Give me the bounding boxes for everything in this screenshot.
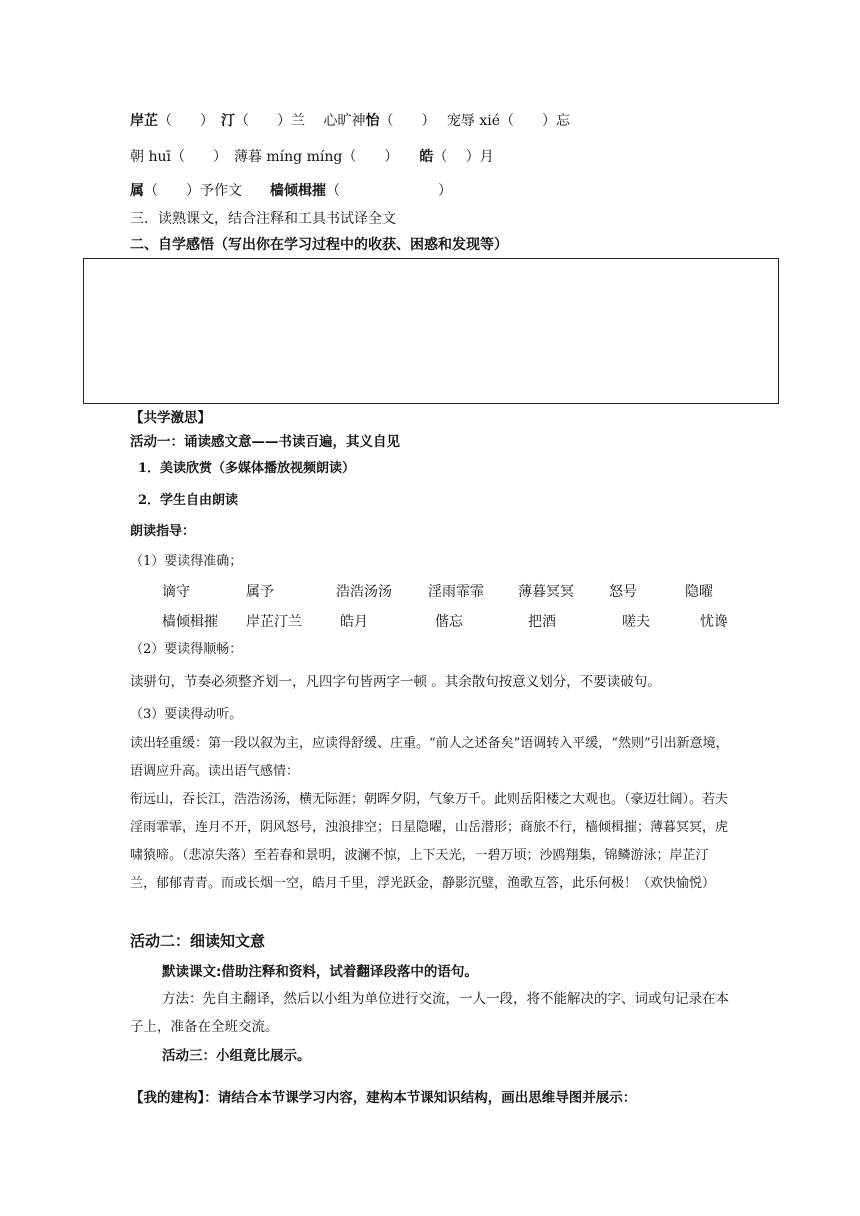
item-1: 1．美读欣赏（多媒体播放视频朗读） xyxy=(138,461,356,476)
my-construction: 【我的建构】：请结合本节课学习内容，建构本节课知识结构，画出思维导图并展示： xyxy=(130,1090,637,1106)
passage: 衔远山，吞长江，浩浩汤汤，横无际涯；朝晖夕阴，气象万千。此则岳阳楼之大观也。（豪迈壮阔）。若夫淫雨霏霏，连月不开，阴风怒号，浊浪排空；日星隐曜，山岳潜形；商旅不行，樯倾楫摧；薄暮冥冥，虎啸猿啼。（悲凉失落）至若春和景明，波澜不惊，上下天光，一碧万顷；沙鸥翔集，锦鳞游泳；岸芷汀兰，郁郁青青。而或长烟一空，皓月千里，浮光跃金，静影沉璧，渔歌互答，此乐何极！（欢快愉悦） xyxy=(130,792,729,891)
word-row2-2: 岸芷汀兰 xyxy=(246,614,302,630)
word-row1-2: 属予 xyxy=(246,584,274,600)
word-row1-5: 薄暮冥冥 xyxy=(518,584,574,600)
silent-reading: 默读课文:借助注释和资料，试着翻译段落中的语句。 xyxy=(162,964,478,980)
method: 方法：先自主翻译，然后以小组为单位进行交流，一人一段，将不能解决的字、词或句记录在本子上，准备在全班交流。 xyxy=(130,991,729,1035)
word-row2-5: 把酒 xyxy=(528,614,556,630)
word-row1-7: 隐曜 xyxy=(685,584,713,600)
activity2-title: 活动二：细读知文意 xyxy=(130,932,266,950)
requirement-3: （3）要读得动听。 xyxy=(130,707,243,722)
section2-title: 二、自学感悟（写出你在学习过程中的收获、困惑和发现等） xyxy=(130,237,508,253)
word-row1-4: 淫雨霏霏 xyxy=(428,584,484,600)
reflection-box[interactable] xyxy=(83,258,779,404)
word-row1-3: 浩浩汤汤 xyxy=(336,584,392,600)
activity3: 活动三：小组竟比展示。 xyxy=(162,1048,311,1064)
pinyin-line-1: 岸芷（ ） 汀（ ）兰 心旷神怡（ ） 宠辱 xié（ ）忘 xyxy=(130,113,571,129)
requirement-2: （2）要读得顺畅： xyxy=(130,642,243,657)
activity1-title: 活动一：诵读感文意——书读百遍，其义自见 xyxy=(130,434,400,450)
word-row2-6: 嗟夫 xyxy=(622,614,650,630)
pinyin-line-3: 属（ ）予作文 樯倾楫摧（ ） xyxy=(130,183,452,199)
word-row2-1: 樯倾楫摧 xyxy=(162,614,218,630)
item-2: 2．学生自由朗读 xyxy=(138,493,239,508)
word-row2-3: 皓月 xyxy=(340,614,368,630)
pinyin-line-2: 朝 huī（ ） 薄暮 míng míng（ ） 皓（ ）月 xyxy=(130,149,494,165)
requirement-2-text: 读骈句，节奏必须整齐划一，凡四字句皆两字一顿 。其余散句按意义划分，不要读破句。 xyxy=(130,674,661,690)
requirement-3-text: 读出轻重缓：第一段以叙为主，应读得舒缓、庄重。“前人之述备矣”语调转入平缓，“然则”引出新意境，语调应升高。读出语气感情： xyxy=(130,736,729,779)
word-row1-6: 怒号 xyxy=(609,584,637,600)
word-row1-1: 谪守 xyxy=(162,584,190,600)
step-3: 三．读熟课文，结合注释和工具书试译全文 xyxy=(130,211,396,227)
reading-guide: 朗读指导： xyxy=(130,524,196,539)
word-row2-7: 忧谗 xyxy=(700,614,728,630)
requirement-1: （1）要读得准确； xyxy=(130,554,243,569)
shared-title: 【共学激思】 xyxy=(130,410,211,426)
word-row2-4: 偕忘 xyxy=(435,614,463,630)
